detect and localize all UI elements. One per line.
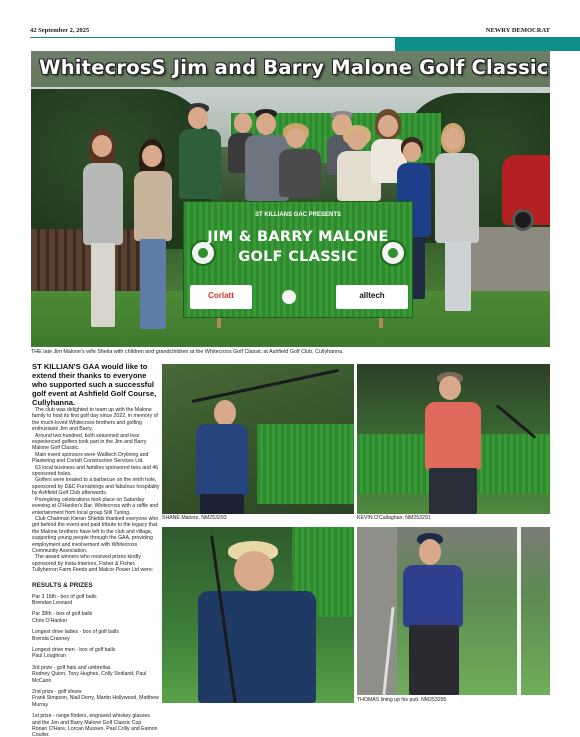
headline: WhitecrosS Jim and Barry Malone Golf Classic: [39, 56, 549, 79]
article-paragraph: Main event sponsors were Walltech Drylining and Plastering and Corlatt Construction Services Ltd.: [32, 451, 149, 465]
banner-title: JIM & BARRY MALONE: [207, 229, 389, 245]
sponsor-logo-corlatt: Corlatt: [190, 285, 252, 309]
main-photo-caption: THE late Jim Malone's wife Sheila with children and grandchildren at the Whitecross Golf Classic at Ashfield Golf Club, Cullyhanna.: [31, 349, 344, 355]
page-date: 42 September 2, 2025: [30, 27, 90, 34]
article-paragraph: Golfers were treated to a barbecue on the ninth hole, sponsored by D&C Furnishings and fabulous hospitality by Ashfield Golf Club afterwards.: [32, 477, 160, 497]
main-photo: [31, 51, 550, 347]
article-paragraph: The award winners who received prizes kindly sponsored by Insta-Interiors, Fisher & Fisher, Tullyherron Farm Feeds and Malcor Power Ltd were:: [32, 554, 154, 574]
header-rule: [30, 37, 395, 38]
photo-golfer-shane: [162, 364, 354, 514]
banner-subtitle: GOLF CLASSIC: [238, 249, 358, 265]
headline-area: [31, 51, 550, 87]
article-paragraph: 63 local business and families sponsored tees and 46 sponsored holes.: [32, 464, 159, 478]
article-paragraph: Around two hundred, both seasoned and less experienced golfers took part in the Jim and Barry Malone Golf Classic.: [32, 432, 147, 452]
photo-caption: SHANE Malone. NM253293: [162, 515, 227, 521]
result-item: Longest drive men - box of golf balls Paul Loughran: [32, 647, 116, 660]
article-paragraph: Prizegiving celebrations took place on Saturday evening at O'Hanlon's Bar, Whitecross with a raffle and entertainment from local group Still Tuning.: [32, 496, 159, 516]
result-item: 1st prize - range finders, engraved whiskey glasses and the Jim and Barry Malone Golf Classic Cup Ronan O'Hare, Lorcan Mussen, Paul Crilly and Eamon Coulter.: [32, 713, 158, 737]
flag-pole: [517, 527, 521, 695]
sponsor-logo-alltech: alltech: [336, 285, 408, 309]
article-paragraph: The club was delighted to team up with the Malone family to host its first golf day since 2022, in memory of the much-loved Whitecross brothers and golfing enthusiasts Jim and Barry.: [32, 407, 158, 433]
photo-caption: THOMAS lining up his putt. NM253295: [357, 697, 447, 703]
result-item: 3rd prize - golf hats and umbrellas Rodney Quinn, Tony Hughes, Colly Stotland, Paul McCann: [32, 664, 147, 684]
photo-golfer-thomas: [357, 527, 550, 695]
banner-presents: ST KILLIANS GAC PRESENTS: [254, 212, 341, 218]
results-heading: RESULTS & PRIZES: [32, 581, 93, 589]
photo-caption: KEVIN O'Callaghan. NM253291: [357, 515, 431, 521]
article-column: [32, 362, 160, 737]
publication-name: NEWRY DEMOCRAT: [485, 27, 550, 34]
golf-ball-icon: [282, 290, 296, 304]
event-banner: [183, 201, 413, 318]
article-paragraph: Club Chairman Kieran Shields thanked everyone who got behind the event and paid tribute to the legacy that the Malone brothers have left to the club and village, supporting young people through the GAA, providing employment and involvement with Whitecross Community Association.: [32, 515, 159, 554]
result-item: 2nd prize - golf shoes Frank Simpson, Niall Derry, Martin Hollywood, Matthew Murray: [32, 689, 159, 708]
photo-golfer-cap: [162, 527, 354, 703]
result-item: Longest drive ladies - box of golf balls Brenda Cranney: [32, 629, 119, 642]
golf-club: [192, 369, 339, 403]
result-item: Par 38th - box of golf balls Chris O'Hanlon: [32, 611, 93, 624]
photo-golfer-kevin: [357, 364, 550, 514]
result-item: Par 3 16th - box of golf balls Brendan Leonard: [32, 593, 97, 606]
header-accent-bar: [395, 37, 580, 51]
article-lede: ST KILLIAN'S GAA would like to extend their thanks to everyone who supported such a successful golf event at Ashfield Golf Course, Cullyhanna.: [32, 362, 157, 407]
